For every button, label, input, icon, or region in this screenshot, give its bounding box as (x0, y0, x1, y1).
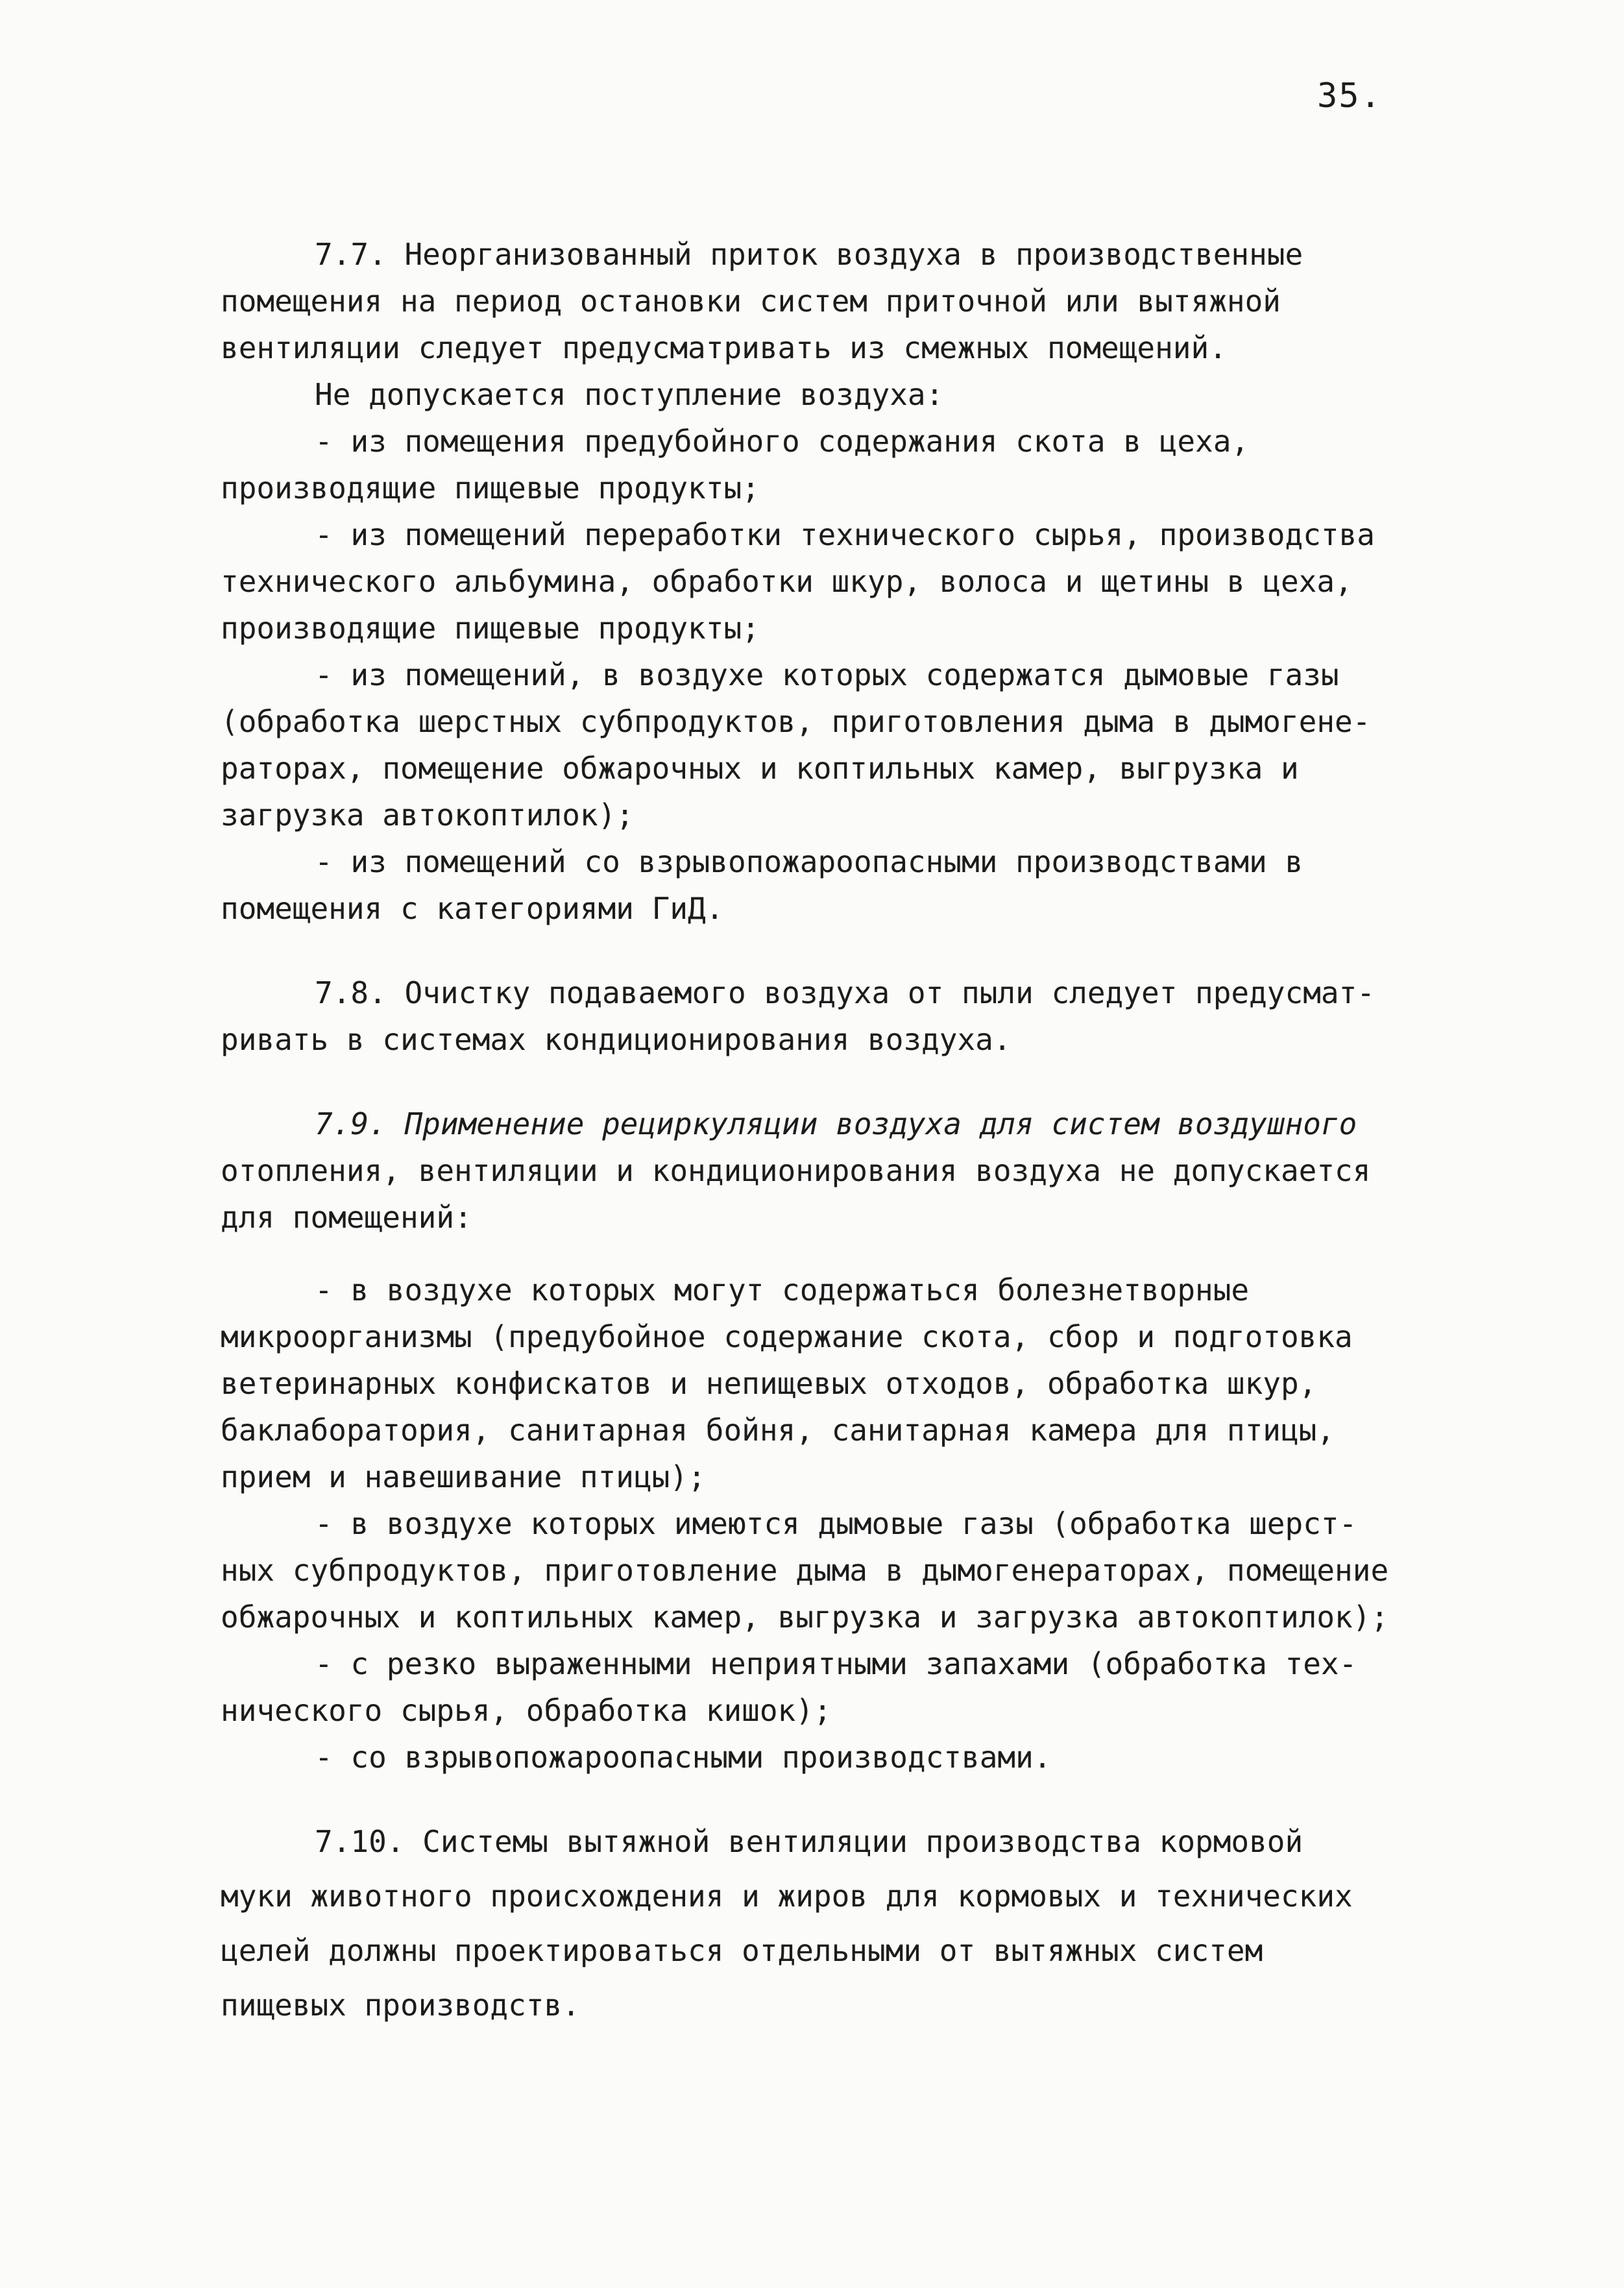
paragraph-line: пищевых производств. (221, 1988, 580, 2023)
list-item-line: баклаборатория, санитарная бойня, санитарная камера для птицы, (221, 1413, 1335, 1448)
list-item-line: производящие пищевые продукты; (221, 611, 760, 646)
list-item-line: ветеринарных конфискатов и непищевых отходов, обработка шкур, (221, 1366, 1317, 1401)
paragraph-line: для помещений: (221, 1200, 472, 1235)
list-item-line: ных субпродуктов, приготовление дыма в дымогенераторах, помещение (221, 1553, 1389, 1588)
paragraph-line: Не допускается поступление воздуха: (315, 377, 944, 412)
paragraph-line: 7.10. Системы вытяжной вентиляции производства кормовой (315, 1824, 1303, 1859)
list-item-line: (обработка шерстных субпродуктов, приготовления дыма в дымогене- (221, 704, 1371, 739)
list-item-line: - из помещений, в воздухе которых содержатся дымовые газы (315, 657, 1339, 692)
paragraph-line: 7.8. Очистку подаваемого воздуха от пыли следует предусмат- (315, 975, 1375, 1010)
list-item-line: - в воздухе которых могут содержаться болезнетворные (315, 1272, 1250, 1308)
paragraph-line: отопления, вентиляции и кондиционирования воздуха не допускается (221, 1153, 1371, 1188)
page-number: 35. (1317, 77, 1382, 116)
list-item-line: - со взрывопожароопасными производствами. (315, 1740, 1052, 1775)
list-item-line: обжарочных и коптильных камер, выгрузка и загрузка автокоптилок); (221, 1600, 1389, 1635)
list-item-line: прием и навешивание птицы); (221, 1459, 706, 1494)
paragraph-line: муки животного происхождения и жиров для кормовых и технических (221, 1879, 1353, 1914)
list-item-line: раторах, помещение обжарочных и коптильных камер, выгрузка и (221, 751, 1299, 786)
paragraph-line: целей должны проектироваться отдельными от вытяжных систем (221, 1933, 1263, 1968)
list-item-line: загрузка автокоптилок); (221, 797, 634, 833)
list-item-line: технического альбумина, обработки шкур, волоса и щетины в цеха, (221, 564, 1353, 599)
list-item-line: - с резко выраженными неприятными запахами (обработка тех- (315, 1646, 1357, 1681)
list-item-line: - в воздухе которых имеются дымовые газы (обработка шерст- (315, 1506, 1357, 1541)
list-item-line: микроорганизмы (предубойное содержание скота, сбор и подготовка (221, 1319, 1353, 1354)
paragraph-line: 7.9. Применение рециркуляции воздуха для систем воздушного (315, 1106, 1357, 1141)
paragraph-line: помещения на период остановки систем приточной или вытяжной (221, 284, 1281, 319)
list-item-line: нического сырья, обработка кишок); (221, 1693, 832, 1728)
list-item-line: - из помещений переработки технического сырья, производства (315, 517, 1375, 552)
list-item-line: - из помещений со взрывопожароопасными производствами в (315, 844, 1303, 879)
list-item-line: производящие пищевые продукты; (221, 470, 760, 505)
list-item-line: - из помещения предубойного содержания скота в цеха, (315, 424, 1250, 459)
paragraph-line: 7.7. Неорганизованный приток воздуха в производственные (315, 237, 1303, 272)
paragraph-line: ривать в системах кондиционирования воздуха. (221, 1022, 1012, 1057)
list-item-line: помещения с категориями ГиД. (221, 891, 724, 926)
paragraph-line: вентиляции следует предусматривать из смежных помещений. (221, 330, 1227, 365)
